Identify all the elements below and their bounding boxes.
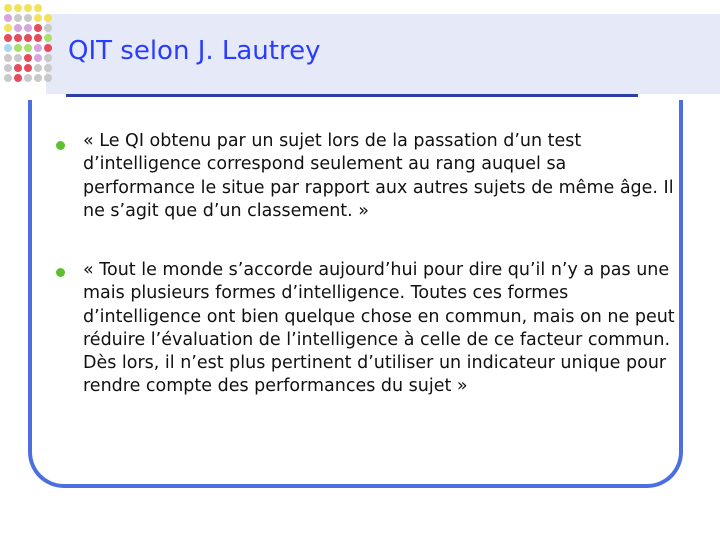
decorative-dot [24, 14, 32, 22]
decorative-dot [44, 44, 52, 52]
bullet-text: « Le QI obtenu par un sujet lors de la passation d’un test d’intelligence correspond seulement au rang auquel sa performance le situe par rapport aux autres sujets de même âge. Il ne s’agit que d’un classement. » [83, 131, 674, 221]
decorative-dot [14, 54, 22, 62]
decorative-dot [24, 64, 32, 72]
decorative-dot [34, 4, 42, 12]
decorative-dot [4, 44, 12, 52]
slide-title: QIT selon J. Lautrey [68, 36, 321, 66]
title-underline [66, 94, 638, 97]
decorative-dot [24, 4, 32, 12]
decorative-dot [14, 74, 22, 82]
decorative-dot [44, 14, 52, 22]
decorative-dot [24, 54, 32, 62]
decorative-dot [24, 24, 32, 32]
decorative-dot [4, 64, 12, 72]
decorative-dot [14, 4, 22, 12]
decorative-dot [4, 74, 12, 82]
decorative-dot [24, 34, 32, 42]
decorative-dot [14, 44, 22, 52]
decorative-dot [24, 44, 32, 52]
decorative-dot [44, 54, 52, 62]
decorative-dot [34, 74, 42, 82]
decorative-dot [34, 44, 42, 52]
decorative-dot [4, 14, 12, 22]
bullet-text: « Tout le monde s’accorde aujourd’hui pour dire qu’il n’y a pas une mais plusieurs formes d’intelligence. Toutes ces formes d’intelligence ont bien quelque chose en commun, mais on ne peut réduire l’évaluation de l’intelligence à celle de ce facteur commun. Dès lors, il n’est plus pertinent d’utiliser un indicateur unique pour rendre compte des performances du sujet » [83, 260, 675, 397]
decorative-dot [14, 34, 22, 42]
decorative-dot-grid [0, 0, 60, 100]
decorative-dot [4, 34, 12, 42]
decorative-dot [4, 4, 12, 12]
decorative-dot [14, 64, 22, 72]
bullet-marker [56, 268, 65, 277]
decorative-dot [14, 14, 22, 22]
decorative-dot [34, 24, 42, 32]
decorative-dot [44, 34, 52, 42]
decorative-dot [34, 34, 42, 42]
decorative-dot [4, 54, 12, 62]
decorative-dot [34, 64, 42, 72]
decorative-dot [44, 64, 52, 72]
bullet-marker [56, 141, 65, 150]
decorative-dot [4, 24, 12, 32]
decorative-dot [44, 74, 52, 82]
decorative-dot [34, 14, 42, 22]
decorative-dot [44, 24, 52, 32]
decorative-dot [24, 74, 32, 82]
decorative-dot [14, 24, 22, 32]
decorative-dot [34, 54, 42, 62]
